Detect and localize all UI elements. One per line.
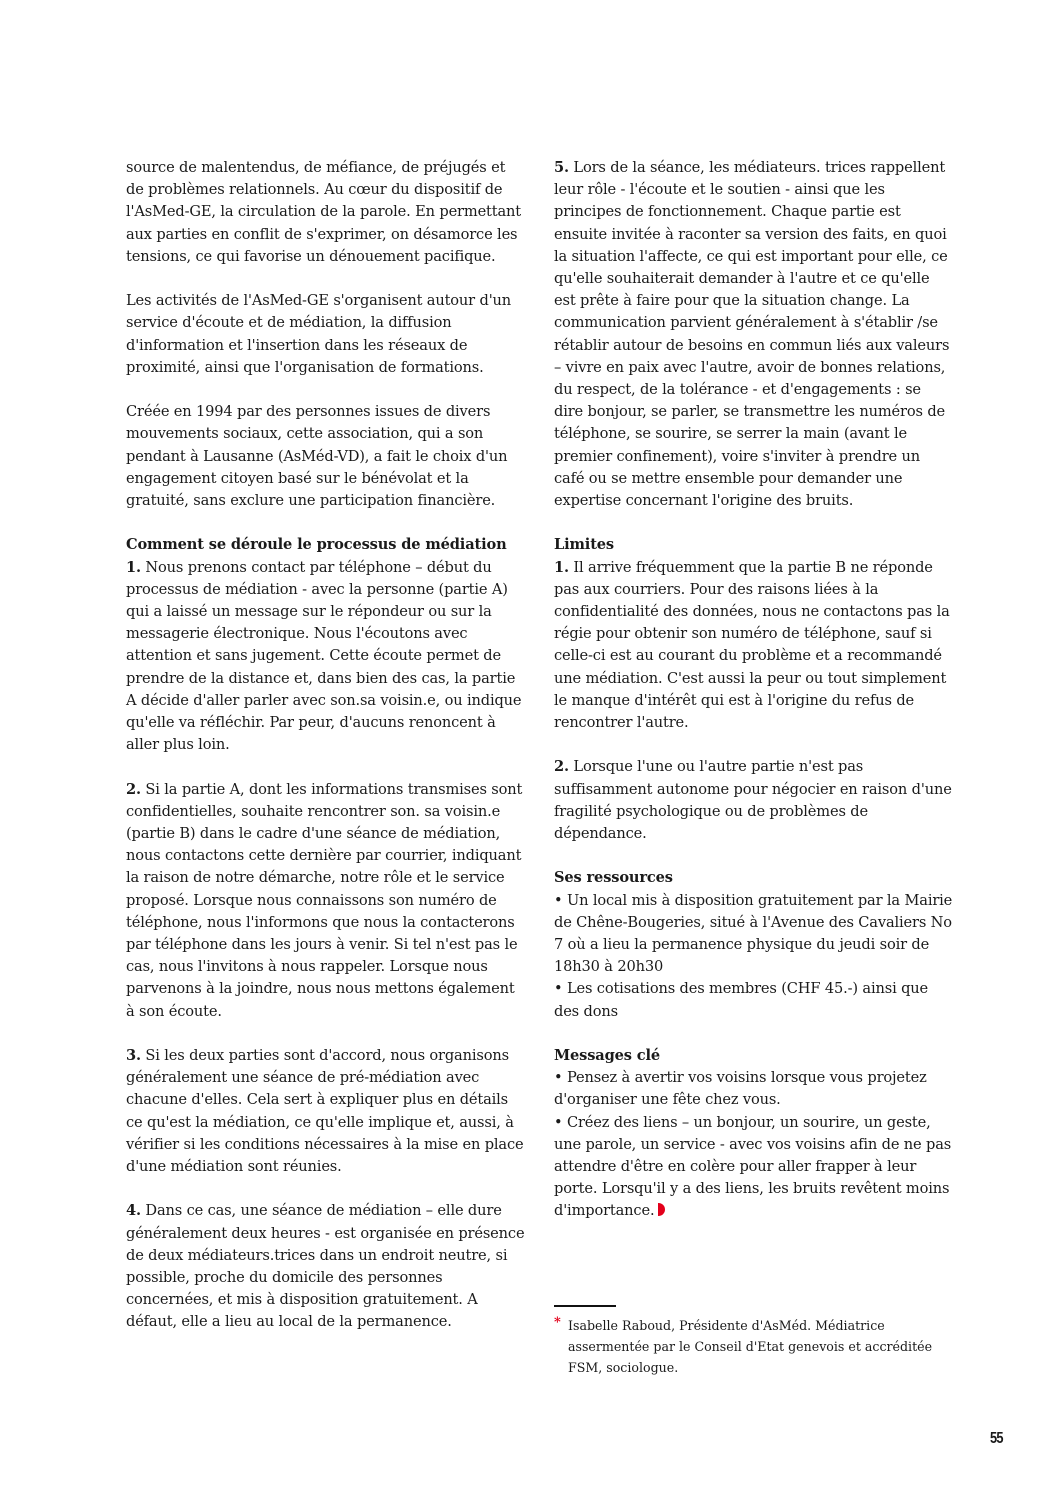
resource-item: • Un local mis à disposition gratuitement par la Mairie de Chêne-Bougeries, situé à l'Avenue des Cavaliers No 7 où a lieu la permanence physique du jeudi soir de 18h30 à 20h30 [554,891,953,976]
resources-heading: Ses ressources [554,869,673,887]
right-column [554,157,954,1245]
limits-section [554,534,954,734]
footnote-divider [554,1305,616,1307]
step-text: Nous prenons contact par téléphone – début du processus de médiation - avec la personne (partie A) qui a laissé un message sur le répondeur ou sur la messagerie électronique. Nous l'écoutons avec attention et sans jugement. Cette écoute permet de prendre de la distance et, dans bien des cas, la partie A décide d'aller parler avec son.sa voisin.e, ou indique qu'elle va réfléchir. Par peur, d'aucuns renoncent à aller plus loin. [126,558,522,754]
limits-heading: Limites [554,536,614,554]
messages-section [554,1045,954,1223]
footnote-marker: * [554,1315,561,1330]
resource-item: • Les cotisations des membres (CHF 45.-) ainsi que des dons [554,980,928,1020]
footnote-body [554,1315,954,1378]
step-number: 5. [554,159,569,176]
step-text: Dans ce cas, une séance de médiation – elle dure généralement deux heures - est organisée en présence de deux médiateurs.trices dans un endroit neutre, si possible, proche du domicile des personnes concernées, et mis à disposition gratuitement. A défaut, elle a lieu au local de la permanence. [126,1202,525,1331]
process-section [126,534,526,756]
step-text: Si la partie A, dont les informations transmises sont confidentielles, souhaite rencontrer son. sa voisin.e (partie B) dans le cadre d'une séance de médiation, nous contactons cette dernière par courrier, indiquant la raison de notre démarche, notre rôle et le service proposé. Lorsque nous connaissons son numéro de téléphone, nous l'informons que nous la contacterons par téléphone dans les jours à venir. Si tel n'est pas le cas, nous l'invitons à nous rappeler. Lorsque nous parvenons à la joindre, nous nous mettons également à son écoute. [126,780,523,1020]
step-paragraph [126,1200,526,1333]
step-number: 4. [126,1202,141,1220]
resources-section [554,867,954,1022]
step-number: 3. [126,1047,141,1065]
footnote [554,1305,954,1378]
step-number: 2. [126,780,141,798]
limit-text: Il arrive fréquemment que la partie B ne réponde pas aux courriers. Pour des raisons liées à la confidentialité des données, nous ne contactons pas la régie pour obtenir son numéro de téléphone, sauf si celle-ci est au courant du problème et a recommandé une médiation. C'est aussi la peur ou tout simplement le manque d'intérêt qui est à l'origine du refus de rencontrer l'autre. [554,558,950,732]
left-column [126,157,526,1356]
step-paragraph [126,779,526,1023]
limit-number: 1. [554,558,569,576]
footnote-text: Isabelle Raboud, Présidente d'AsMéd. Médiatrice assermentée par le Conseil d'Etat genevois et accréditée FSM, sociologue. [568,1318,933,1375]
page-number: 55 [990,1430,1003,1447]
end-of-article-icon [658,1203,665,1216]
history-paragraph: Créée en 1994 par des personnes issues de divers mouvements sociaux, cette association, qui a son pendant à Lausanne (AsMéd-VD), a fait le choix d'un engagement citoyen basé sur le bénévolat et la gratuité, sans exclure une participation financière. [126,403,508,510]
step-text: Lors de la séance, les médiateurs. trices rappellent leur rôle - l'écoute et le soutien - ainsi que les principes de fonctionnement. Chaque partie est ensuite invitée à raconter sa version des faits, en quoi la situation l'affecte, ce qui est important pour elle, ce qu'elle souhaiterait demander à l'autre et ce qu'elle est prête à faire pour que la situation change. La communication parvient généralement à s'établir /se rétablir autour de besoins en commun liés aux valeurs – vivre en paix avec l'autre, avoir de bonnes relations, du respect, de la tolérance - et d'engagements : se dire bonjour, se parler, se transmettre les numéros de téléphone, se sourire, se serrer la main (avant le premier confinement), voire s'inviter à prendre un café ou se mettre ensemble pour demander une expertise concernant l'origine des bruits. [554,159,950,510]
activities-paragraph: Les activités de l'AsMed-GE s'organisent autour d'un service d'écoute et de médiation, la diffusion d'information et l'insertion dans les réseaux de proximité, ainsi que l'organisation de formations. [126,292,512,376]
step-number: 1. [126,558,141,576]
limit-paragraph [554,756,954,845]
intro-paragraph: source de malentendus, de méfiance, de préjugés et de problèmes relationnels. Au cœur du dispositif de l'AsMed-GE, la circulation de la parole. En permettant aux parties en conflit de s'exprimer, on désamorce les tensions, ce qui favorise un dénouement pacifique. [126,159,521,265]
step-paragraph [554,157,954,512]
process-heading: Comment se déroule le processus de médiation [126,536,507,554]
step-text: Si les deux parties sont d'accord, nous organisons généralement une séance de pré-médiation avec chacune d'elles. Cela sert à expliquer plus en détails ce qu'est la médiation, ce qu'elle implique et, aussi, à vérifier si les conditions nécessaires à la mise en place d'une médiation sont réunies. [126,1047,524,1176]
limit-number: 2. [554,758,569,776]
messages-heading: Messages clé [554,1047,661,1065]
message-item: • Pensez à avertir vos voisins lorsque vous projetez d'organiser une fête chez vous. [554,1069,927,1109]
message-item: • Créez des liens – un bonjour, un sourire, un geste, une parole, un service - avec vos voisins afin de ne pas attendre d'être en colère pour aller frapper à leur porte. Lorsqu'il y a des liens, les bruits revêtent moins d'importance. [554,1113,952,1220]
limit-text: Lorsque l'une ou l'autre partie n'est pas suffisamment autonome pour négocier en raison d'une fragilité psychologique ou de problèmes de dépendance. [554,758,952,843]
step-paragraph [126,1045,526,1178]
